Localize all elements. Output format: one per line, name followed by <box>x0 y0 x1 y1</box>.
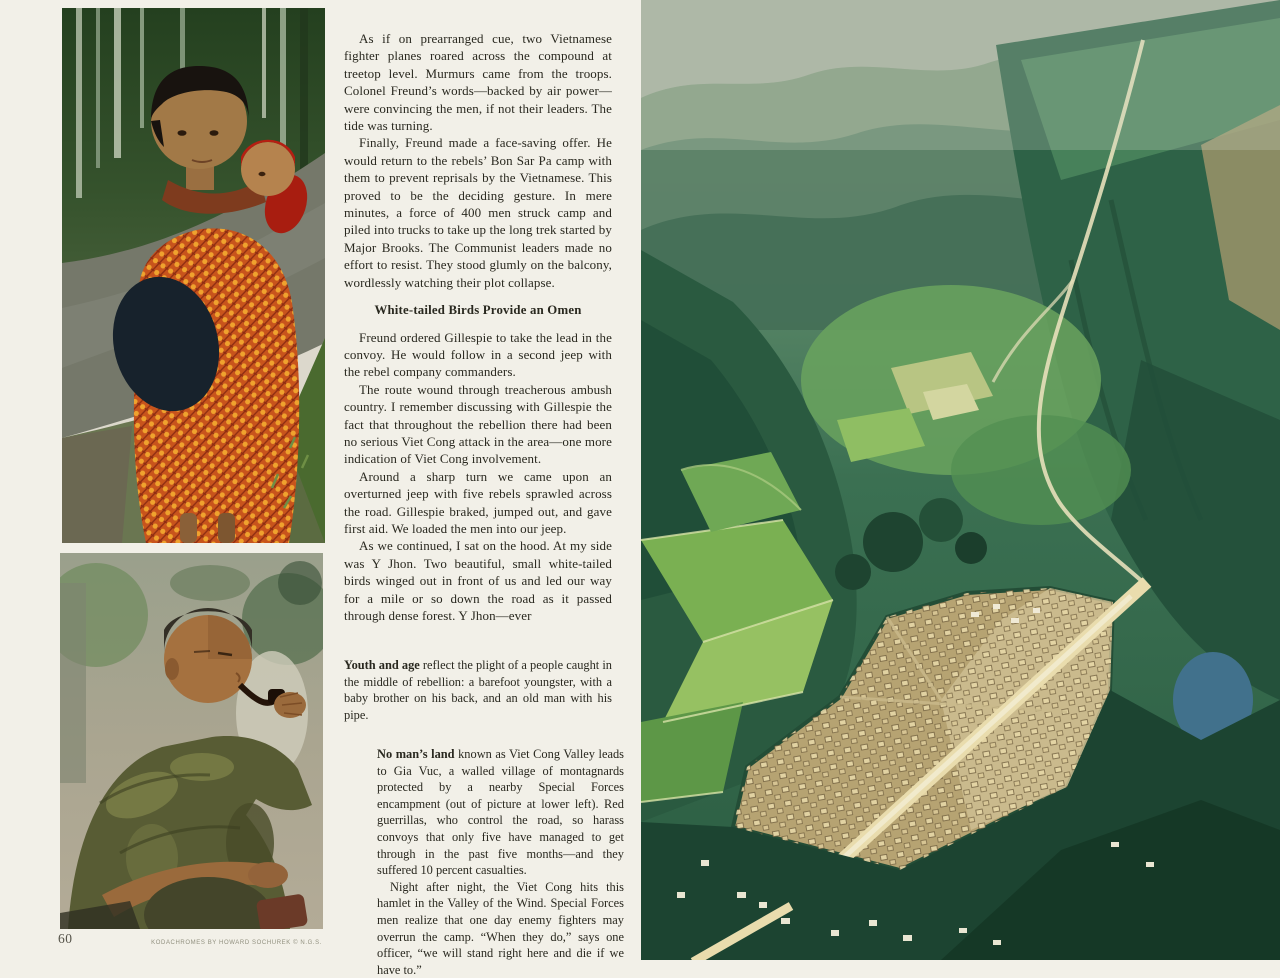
photo-old-man-pipe <box>60 553 323 929</box>
photo-viet-cong-valley-aerial <box>641 0 1280 960</box>
article-paragraph: Around a sharp turn we came upon an overturned jeep with five rebels sprawled across the road. Gillespie braked, jumped out, and gave first aid. We loaded the men into our jeep. <box>344 468 612 536</box>
article-paragraph: As we continued, I sat on the hood. At my side was Y Jhon. Two beautiful, small white-tailed birds winged out in front of us and led our way for a mile or so down the road as it passed through dense forest. Y Jhon—ever <box>344 538 612 623</box>
caption-lead: No man’s land <box>377 747 455 761</box>
valley-photo-illustration <box>641 0 1280 960</box>
article-paragraph: The route wound through treacherous ambush country. I remember discussing with Gillespie the fact that throughout the rebellion there had been no serious Viet Cong attack in the area—one more indication of Viet Cong involvement. <box>344 381 612 467</box>
caption-text: known as Viet Cong Valley leads to Gia Vuc, a walled village of montagnards protected by a nearby Special Forces encampment (out of picture at lower left). Red guerrillas, who control the road, so harass convoys that only five have managed to get through in the past five months—and they suffered 10 percent casualties. <box>377 747 624 878</box>
caption-paragraph <box>377 746 624 879</box>
photo-credit: KODACHROMES BY HOWARD SOCHUREK © N.G.S. <box>151 940 322 946</box>
caption-paragraph: Night after night, the Viet Cong hits this hamlet in the Valley of the Wind. Special Forces men realize that one day enemy fighters may overrun the camp. “When they do,” says one officer, “we will stand right here and die if we have to.” <box>377 879 624 977</box>
photo-boy-with-baby <box>62 8 325 543</box>
article-paragraph: As if on prearranged cue, two Vietnamese fighter planes roared across the compound at treetop level. Murmurs came from the troops. Colonel Freund’s words—backed by air power—were convincing the men, if not their leaders. The tide was turning. <box>344 31 612 134</box>
caption-lead: Youth and age <box>344 658 420 672</box>
boy-photo-illustration <box>62 8 325 543</box>
old-man-photo-illustration <box>60 553 323 929</box>
article-paragraph: Finally, Freund made a face-saving offer. He would return to the rebels’ Bon Sar Pa camp with them to prevent reprisals by the Vietnamese. This proved to be the deciding gesture. In mere minutes, a force of 400 men struck camp and piled into trucks to take up the long trek started by Major Brooks. The Communist leaders made no effort to resist. They stood glumly on the balcony, wordlessly watching their plot collapse. <box>344 135 612 290</box>
article-text-column <box>344 30 612 624</box>
caption-text: reflect the plight of a people caught in the middle of rebellion: a barefoot youngster, with a baby brother on his back, and an old man with his pipe. <box>344 658 612 722</box>
caption-no-mans-land <box>377 746 624 978</box>
section-heading: White-tailed Birds Provide an Omen <box>374 303 582 318</box>
caption-youth-and-age <box>344 657 612 723</box>
article-paragraph: Freund ordered Gillespie to take the lead in the convoy. He would follow in a second jeep with the rebel company commanders. <box>344 329 612 380</box>
page-number: 60 <box>58 931 73 946</box>
